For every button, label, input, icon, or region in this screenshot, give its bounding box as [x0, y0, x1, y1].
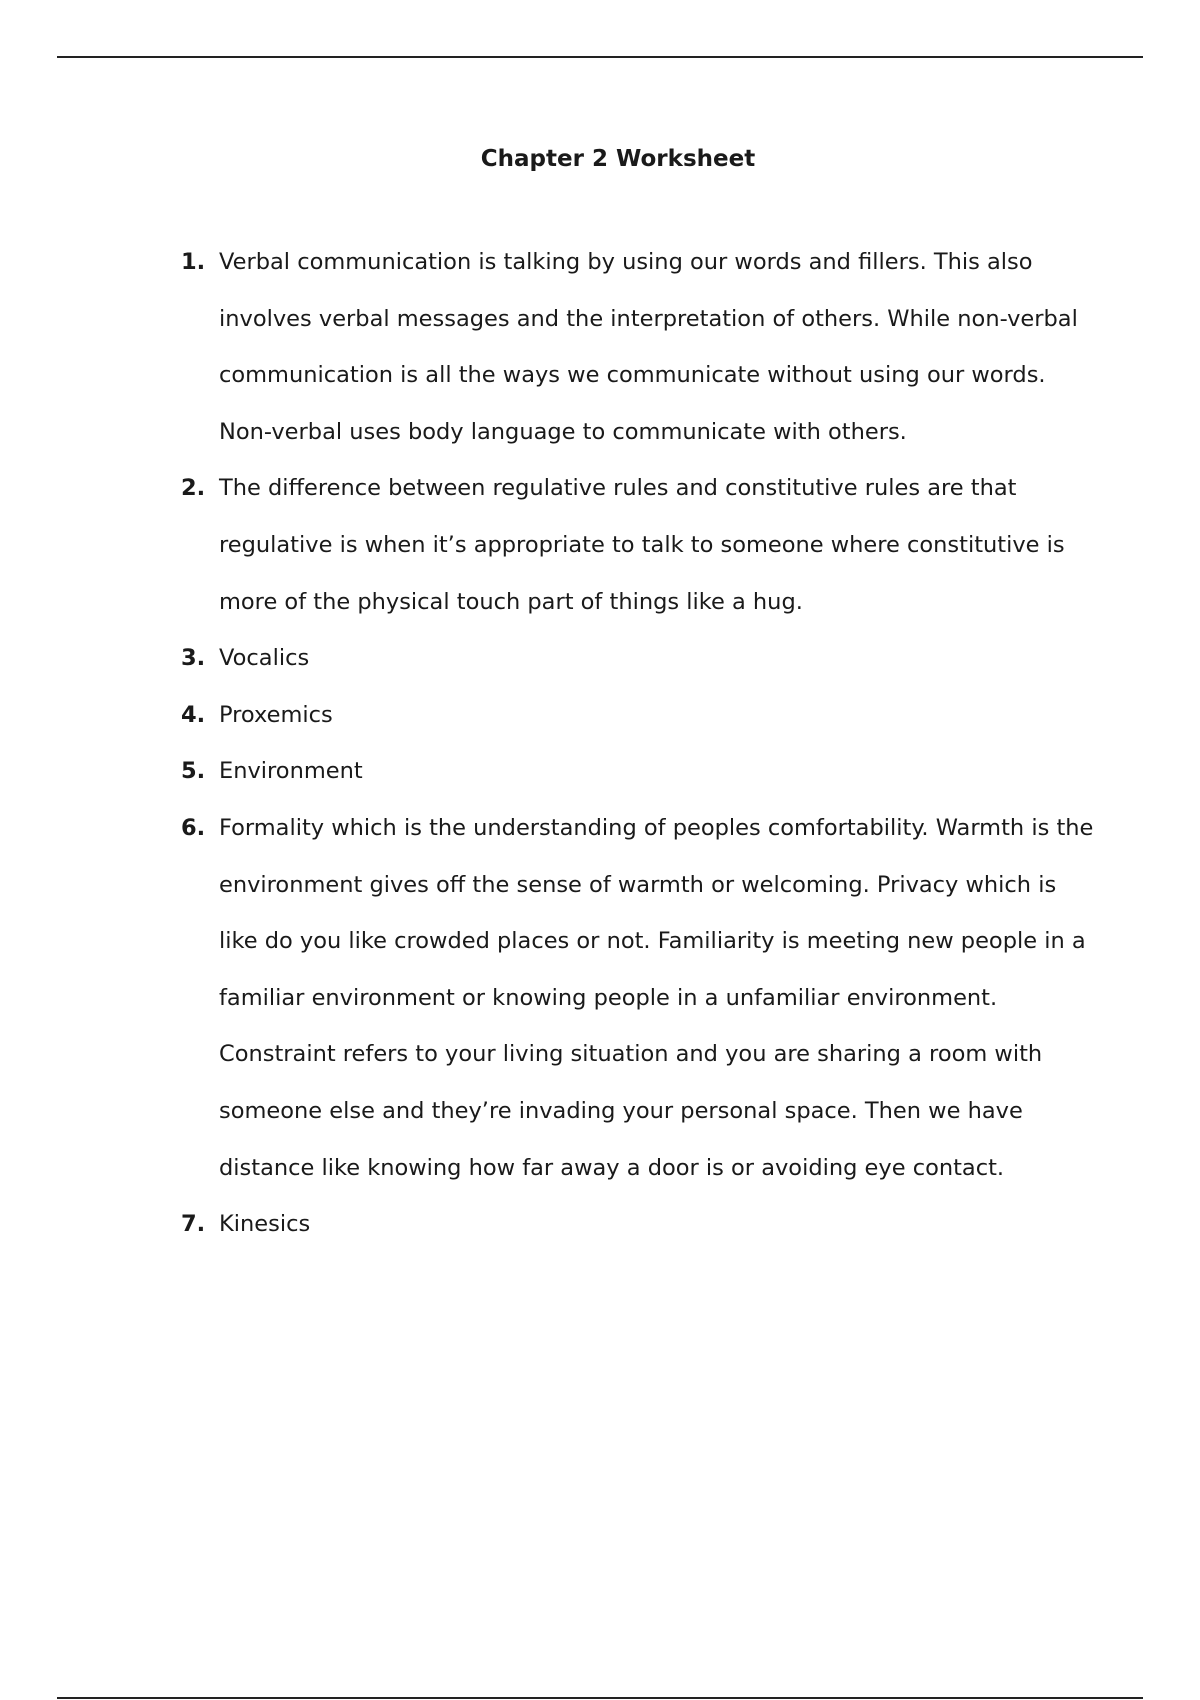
- answer-text: Kinesics: [219, 1211, 311, 1238]
- answer-number: 1.: [181, 249, 206, 275]
- answer-number: 2.: [181, 475, 206, 502]
- header-rule: [57, 56, 1143, 58]
- answer-number: 7.: [181, 1211, 206, 1238]
- answer-number: 6.: [181, 814, 206, 841]
- answer-item-3: [178, 630, 1098, 687]
- answer-text: The difference between regulative rules and constitutive rules are that regulative is when it’s appropriate to talk to someone where constitutive is more of the physical touch part of things like a hug.: [219, 475, 1065, 615]
- page-title: Chapter 2 Worksheet: [480, 146, 756, 172]
- answer-item-6: [178, 800, 1098, 1196]
- answer-number: 5.: [181, 758, 206, 785]
- answer-item-4: [178, 687, 1098, 744]
- answer-item-2: [178, 460, 1098, 630]
- answer-text: Environment: [219, 758, 363, 785]
- answer-number: 4.: [181, 701, 206, 728]
- answer-item-1: [178, 234, 1098, 460]
- answer-number: 3.: [181, 645, 206, 672]
- answer-text: Formality which is the understanding of peoples comfortability. Warmth is the environment gives off the sense of warmth or welcoming. Privacy which is like do you like crowded places or not. Familiarity is meeting new people in a familiar environment or knowing people in a unfamiliar environment. Constraint refers to your living situation and you are sharing a room with someone else and they’re invading your personal space. Then we have distance like knowing how far away a door is or avoiding eye contact.: [219, 814, 1094, 1181]
- answer-item-5: [178, 743, 1098, 800]
- answer-text: Proxemics: [219, 701, 333, 728]
- answer-text: Verbal communication is talking by using our words and fillers. This also involves verbal messages and the interpretation of others. While non-verbal communication is all the ways we communicate without using our words. Non-verbal uses body language to communicate with others.: [219, 249, 1078, 445]
- footer-rule: [57, 1697, 1143, 1699]
- answer-item-7: [178, 1196, 1098, 1253]
- answer-list: [178, 234, 1098, 1253]
- answer-text: Vocalics: [219, 645, 310, 672]
